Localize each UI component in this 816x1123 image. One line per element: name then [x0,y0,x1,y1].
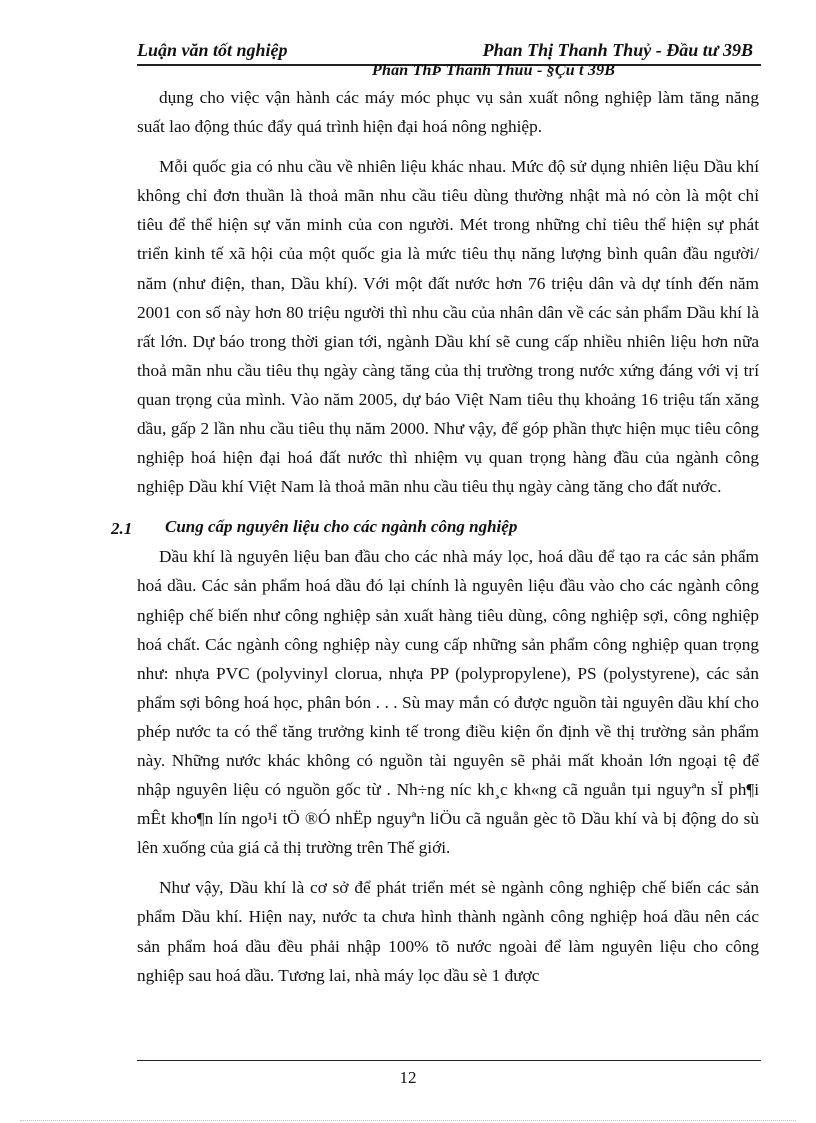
page-boundary [20,1120,796,1121]
section-number: 2.1 [111,519,133,539]
document-body [111,83,759,990]
header-garbled-author: Phan ThÞ Thanh Thuû - §Çu t 39B [372,62,616,79]
paragraph-1: dụng cho việc vận hành các máy móc phục vụ sản xuất nông nghiệp làm tăng năng suất lao động thúc đẩy quá trình hiện đại hoá nông nghiệp. [137,88,759,137]
paragraph-gap [137,141,759,152]
page-number: 12 [399,1068,417,1087]
footer-rule [137,1060,761,1061]
section-heading [111,512,759,542]
paragraph-2: Mỗi quốc gia có nhu cầu về nhiên liệu khác nhau. Mức độ sử dụng nhiên liệu Dầu khí không chỉ đơn thuần là thoả mãn nhu cầu tiêu dùng thường nhật mà nó còn là một chỉ tiêu để thể hiện sự văn minh của con người. Mét trong những chỉ tiêu thể hiện sự phát triển kinh tế xã hội của một quốc gia là mức tiêu thụ năng lượng bình quân đầu người/ năm (như điện, than, Dầu khí). Với một đất nước hơn 76 triệu dân và dự tính đến năm 2001 con số này hơn 80 triệu người thì nhu cầu của nhân dân về các sản phẩm Dầu khí là rất lớn. Dự báo trong thời gian tới, ngành Dầu khí sẽ cung cấp nhiều nhiên liệu hơn nữa thoả mãn nhu cầu tiêu thụ ngày càng tăng của thị trường trong nước xứng đáng với vị trí quan trọng của mình. Vào năm 2005, dự báo Việt Nam tiêu thụ khoảng 16 triệu tấn xăng dầu, gấp 2 lần nhu cầu tiêu thụ năm 2000. Như vậy, để góp phần thực hiện mục tiêu công nghiệp hoá hiện đại hoá đất nước thì nhiệm vụ quan trọng hàng đầu của ngành công nghiệp Dầu khí Việt Nam là thoả mãn nhu cầu tiêu thụ ngày càng tăng cho đất nước. [137,157,759,497]
paragraph-3: Dầu khí là nguyên liệu ban đầu cho các nhà máy lọc, hoá dầu để tạo ra các sản phẩm hoá dầu. Các sản phẩm hoá dầu đó lại chính là nguyên liệu đầu vào cho các ngành công nghiệp chế biến như công nghiệp sản xuất hàng tiêu dùng, công nghiệp sợi, công nghiệp hoá chất. Các ngành công nghiệp này cung cấp những sản phẩm công nghiệp quan trọng như: nhựa PVC (polyvinyl clorua, nhựa PP (polypropylene), PS (polystyrene), các sản phẩm sợi bông hoá học, phân bón . . . Sù may mắn có được nguồn tài nguyên dầu khí cho phép nước ta có thể tăng trưởng kinh tế trong điều kiện ổn định về thị trường sản phẩm này. Những nước khác không có nguồn tài nguyên sẽ phải mất khoản lớn ngoại tệ để nhập nguyên liệu có nguồn gốc từ . Nh÷ng níc kh¸c kh«ng cã nguån tµi nguyªn sÏ ph¶i mÊt kho¶n lín ngo¹i tÖ ®Ó nhËp nguyªn liÖu cã nguån gèc tõ Dầu khí và bị động do sù lên xuống của giá cả thị trường trên Thế giới. [137,547,759,858]
section-title: Cung cấp nguyên liệu cho các ngành công nghiệp [165,517,518,537]
paragraph-gap [137,501,759,512]
paragraph-gap [137,862,759,873]
header-left-title: Luận văn tốt nghiệp [137,40,288,60]
paragraph-4: Như vậy, Dầu khí là cơ sở để phát triển mét sè ngành công nghiệp chế biến các sản phẩm Dầu khí. Hiện nay, nước ta chưa hình thành ngành công nghiệp hoá dầu nên các sản phẩm hoá dầu đều phải nhập 100% tõ nước ngoài để làm nguyên liệu cho công nghiệp sau hoá dầu. Tương lai, nhà máy lọc dầu sè 1 được [137,878,759,985]
header-right-author: Phan Thị Thanh Thuỷ - Đầu tư 39B [482,40,753,60]
